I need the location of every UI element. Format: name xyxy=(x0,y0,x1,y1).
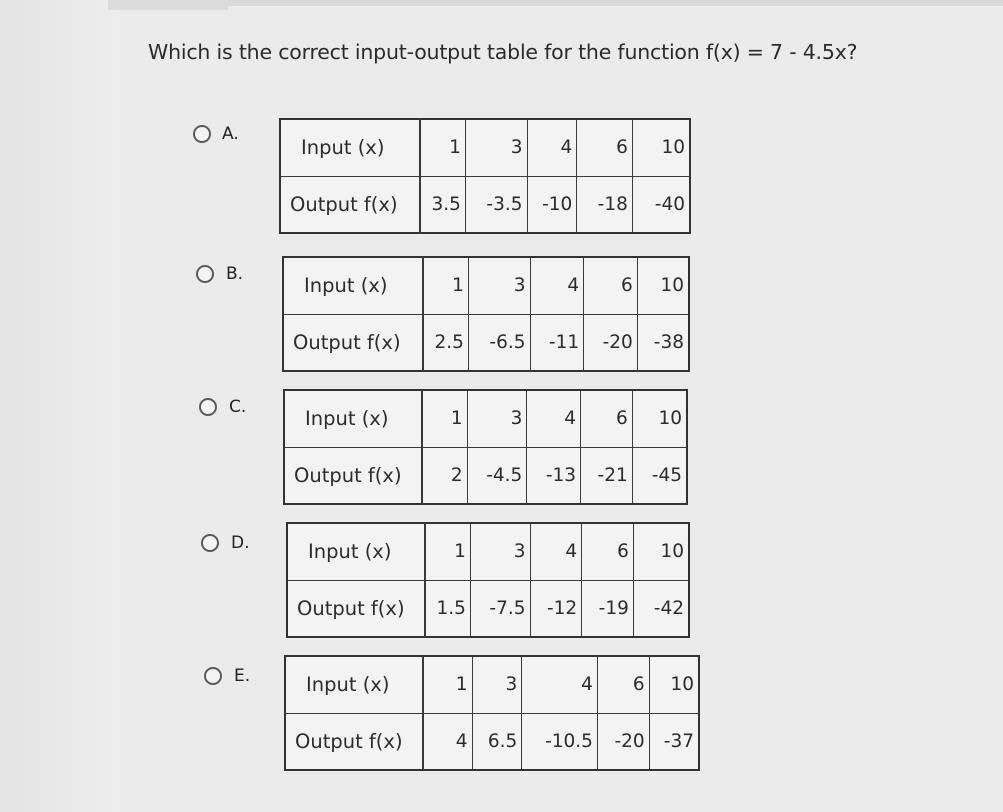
output-cell: -20 xyxy=(597,713,649,770)
output-cell: -45 xyxy=(632,447,687,504)
radio-button-c[interactable] xyxy=(199,398,217,416)
output-cell: 3.5 xyxy=(420,176,466,233)
output-cell: -3.5 xyxy=(465,176,527,233)
input-cell: 1 xyxy=(423,257,469,314)
output-cell: -12 xyxy=(530,580,582,637)
top-tab xyxy=(108,0,228,10)
io-table-b xyxy=(282,256,690,372)
output-cell: -42 xyxy=(633,580,689,637)
output-cell: -10 xyxy=(527,176,577,233)
radio-button-a[interactable] xyxy=(193,125,211,143)
output-cell: -7.5 xyxy=(470,580,530,637)
input-cell: 10 xyxy=(632,119,690,176)
radio-button-b[interactable] xyxy=(196,265,214,283)
input-cell: 6 xyxy=(582,523,634,580)
output-label: Output f(x) xyxy=(284,447,422,504)
input-cell: 6 xyxy=(597,656,649,713)
output-cell: -18 xyxy=(577,176,633,233)
input-label: Input (x) xyxy=(285,656,423,713)
input-label: Input (x) xyxy=(287,523,425,580)
input-cell: 1 xyxy=(420,119,466,176)
io-table-e xyxy=(284,655,700,771)
input-cell: 3 xyxy=(468,257,530,314)
output-label: Output f(x) xyxy=(285,713,423,770)
input-label: Input (x) xyxy=(283,257,423,314)
input-cell: 10 xyxy=(637,257,689,314)
input-cell: 1 xyxy=(423,656,472,713)
io-table-c xyxy=(283,389,688,505)
output-cell: 6.5 xyxy=(472,713,522,770)
io-table-a xyxy=(279,118,691,234)
input-cell: 6 xyxy=(577,119,633,176)
option-letter-c: C. xyxy=(229,397,247,417)
output-cell: 2.5 xyxy=(423,314,469,371)
input-cell: 4 xyxy=(527,119,577,176)
input-cell: 10 xyxy=(649,656,699,713)
input-cell: 3 xyxy=(465,119,527,176)
option-letter-a: A. xyxy=(222,124,239,144)
input-cell: 4 xyxy=(527,390,581,447)
input-cell: 1 xyxy=(422,390,467,447)
output-cell: 2 xyxy=(422,447,467,504)
page-margin xyxy=(0,0,120,812)
input-cell: 3 xyxy=(470,523,530,580)
input-cell: 10 xyxy=(633,523,689,580)
option-letter-d: D. xyxy=(231,533,250,553)
option-letter-b: B. xyxy=(226,264,244,284)
output-label: Output f(x) xyxy=(280,176,420,233)
output-cell: -40 xyxy=(632,176,690,233)
input-cell: 3 xyxy=(467,390,527,447)
output-cell: -6.5 xyxy=(468,314,530,371)
question-text: Which is the correct input-output table for the function f(x) = 7 - 4.5x? xyxy=(148,40,858,64)
input-label: Input (x) xyxy=(284,390,422,447)
output-cell: -38 xyxy=(637,314,689,371)
io-table-d xyxy=(286,522,690,638)
radio-button-e[interactable] xyxy=(204,667,222,685)
output-cell: -21 xyxy=(581,447,633,504)
output-label: Output f(x) xyxy=(287,580,425,637)
input-cell: 4 xyxy=(522,656,598,713)
option-letter-e: E. xyxy=(234,666,251,686)
top-border xyxy=(108,0,1003,6)
output-cell: -4.5 xyxy=(467,447,527,504)
input-cell: 10 xyxy=(632,390,687,447)
output-cell: -20 xyxy=(584,314,638,371)
input-cell: 3 xyxy=(472,656,522,713)
input-cell: 1 xyxy=(425,523,471,580)
output-cell: -11 xyxy=(530,314,584,371)
output-cell: -19 xyxy=(582,580,634,637)
output-cell: -13 xyxy=(527,447,581,504)
input-cell: 6 xyxy=(581,390,633,447)
output-label: Output f(x) xyxy=(283,314,423,371)
output-cell: 4 xyxy=(423,713,472,770)
input-cell: 6 xyxy=(584,257,638,314)
output-cell: -37 xyxy=(649,713,699,770)
input-cell: 4 xyxy=(530,523,582,580)
radio-button-d[interactable] xyxy=(201,534,219,552)
output-cell: -10.5 xyxy=(522,713,598,770)
input-cell: 4 xyxy=(530,257,584,314)
input-label: Input (x) xyxy=(280,119,420,176)
output-cell: 1.5 xyxy=(425,580,471,637)
